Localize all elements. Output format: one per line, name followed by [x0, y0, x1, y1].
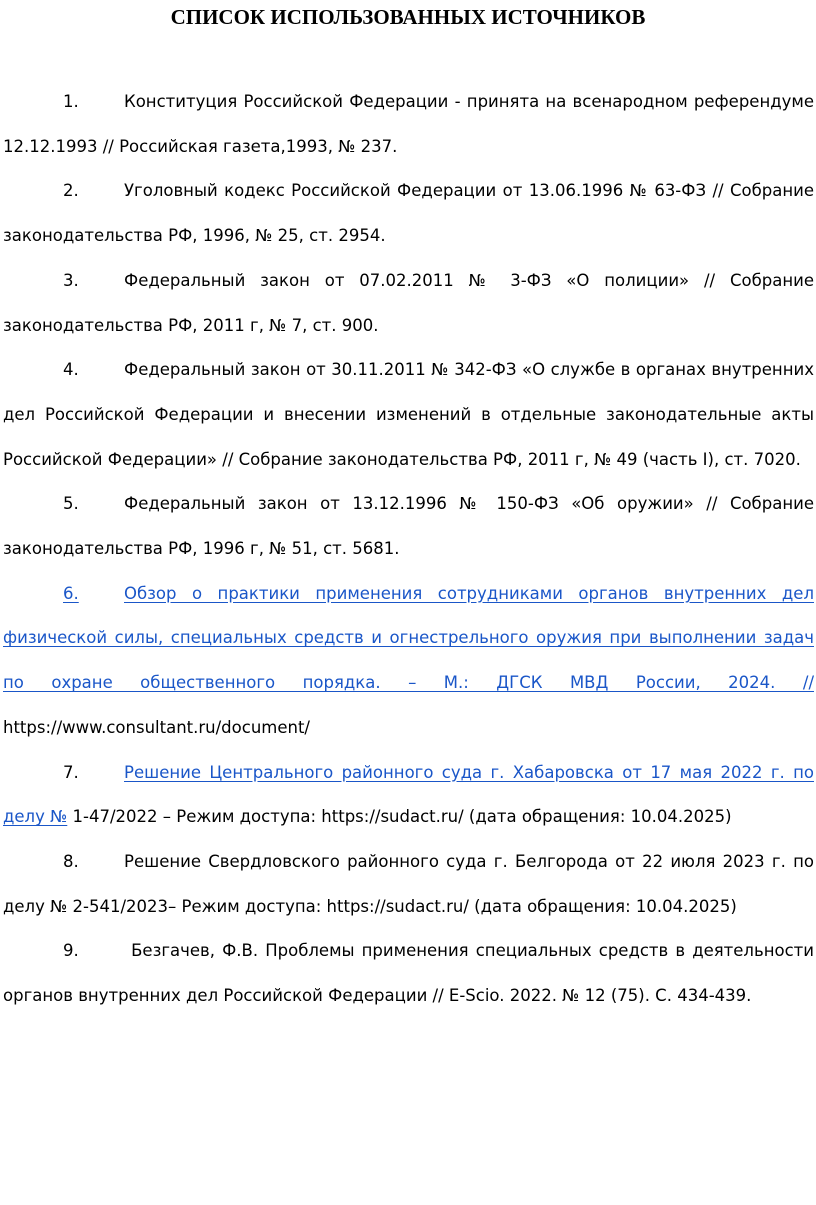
item-number: 1. — [63, 92, 79, 111]
item-number: 4. — [63, 360, 79, 380]
item-text: Федеральный закон от 30.11.2011 № 342-ФЗ «О службе в органах внутренних дел Российской Федерации и внесении изменений в отдельные законодательные акты Российской Федерации» // Собрание законодательства РФ, 2011 г, № 49 (часть I), ст. 7020. — [3, 360, 814, 469]
item-text: Безгачев, Ф.В. Проблемы применения специальных средств в деятельности органов внутренних дел Российской Федерации // E-Scio. 2022. № 12 (75). С. 434-439. — [3, 941, 814, 1006]
item-text: https://www.consultant.ru/document/ — [3, 717, 310, 737]
item-text: Конституция Российской Федерации - принята на всенародном референдуме 12.12.1993 // Российская газета,1993, № 237. — [3, 92, 814, 156]
item-text: Решение Свердловского районного суда г. Белгорода от 22 июля 2023 г. по делу № 2-541/2023– Режим доступа: https://sudact.ru/ (дата обращения: 10.04.2025) — [3, 851, 814, 916]
list-item — [3, 259, 814, 348]
references-list — [3, 80, 814, 1019]
item-number: 9. — [63, 941, 79, 961]
list-item — [3, 751, 814, 840]
list-item — [3, 169, 814, 258]
item-number: 3. — [63, 270, 79, 290]
item-text: Федеральный закон от 07.02.2011 № 3-ФЗ «О полиции» // Собрание законодательства РФ, 2011 г, № 7, ст. 900. — [3, 270, 814, 335]
item-number: 7. — [63, 762, 79, 782]
item-number: 5. — [63, 494, 79, 514]
item-text: Уголовный кодекс Российской Федерации от 13.06.1996 № 63-ФЗ // Собрание законодательства РФ, 1996, № 25, ст. 2954. — [3, 181, 814, 246]
item-text: 1-47/2022 – Режим доступа: https://sudact.ru/ (дата обращения: 10.04.2025) — [67, 807, 732, 827]
list-item — [3, 840, 814, 929]
item-number[interactable]: 6. — [63, 583, 79, 603]
list-item — [3, 348, 814, 482]
list-item — [3, 482, 814, 571]
item-number: 2. — [63, 181, 79, 201]
list-item — [3, 929, 814, 1018]
list-item — [3, 80, 814, 169]
reference-link[interactable]: Обзор о практики применения сотрудниками органов внутренних дел физической силы, специальных средств и огнестрельного оружия при выполнении задач по охране общественного порядка. – М.: ДГСК МВД России, 2024. // — [3, 583, 814, 693]
list-item — [3, 572, 814, 751]
page-title: СПИСОК ИСПОЛЬЗОВАННЫХ ИСТОЧНИКОВ — [170, 5, 646, 29]
item-text: Федеральный закон от 13.12.1996 № 150-ФЗ «Об оружии» // Собрание законодательства РФ, 1996 г, № 51, ст. 5681. — [3, 494, 814, 559]
item-number: 8. — [63, 851, 79, 871]
reference-link[interactable]: Решение Центрального районного суда г. Хабаровска от 17 мая 2022 г. по делу № — [3, 762, 814, 827]
